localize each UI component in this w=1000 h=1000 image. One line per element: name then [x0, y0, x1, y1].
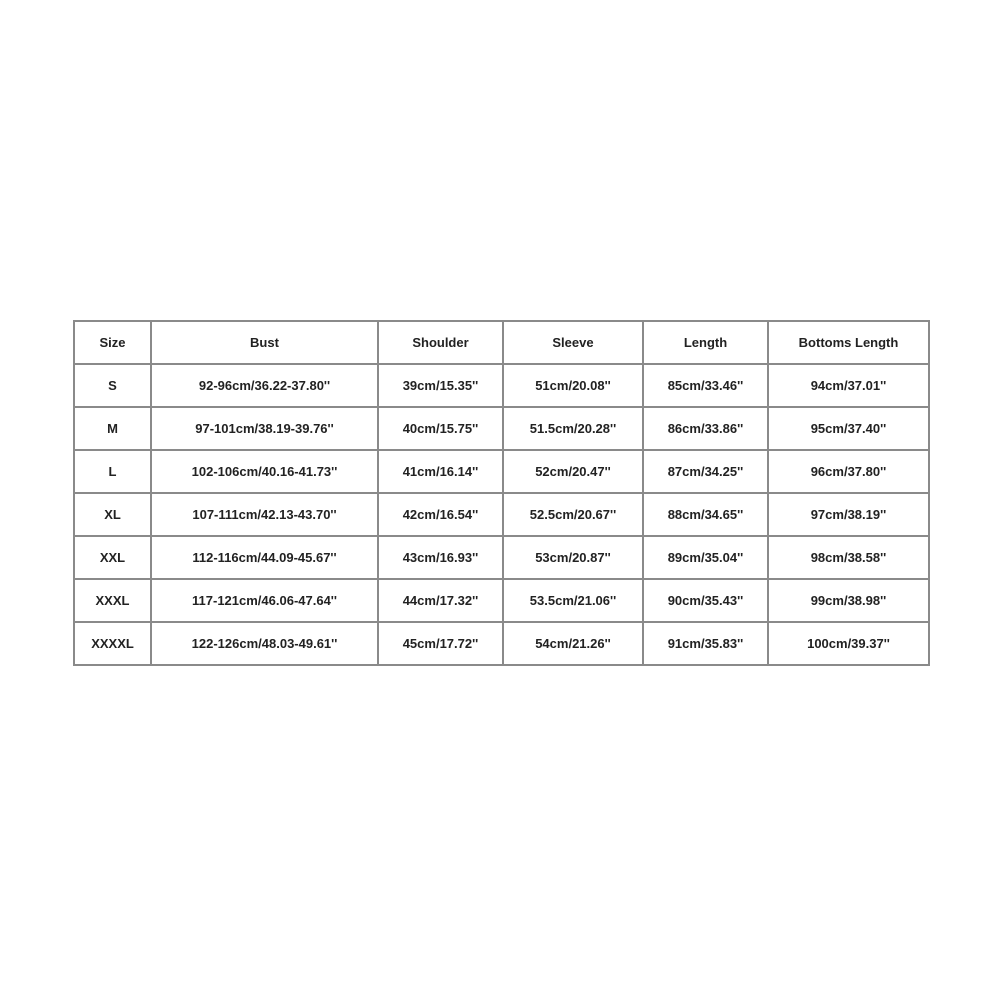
cell-shoulder: 41cm/16.14'' [378, 450, 503, 493]
header-shoulder: Shoulder [378, 321, 503, 364]
table-row [74, 536, 929, 579]
cell-length: 87cm/34.25'' [643, 450, 768, 493]
cell-bottoms-length: 99cm/38.98'' [768, 579, 929, 622]
header-bust: Bust [151, 321, 378, 364]
cell-sleeve: 51cm/20.08'' [503, 364, 643, 407]
cell-sleeve: 52.5cm/20.67'' [503, 493, 643, 536]
cell-length: 85cm/33.46'' [643, 364, 768, 407]
size-chart-table [73, 320, 930, 666]
table-row [74, 450, 929, 493]
cell-shoulder: 44cm/17.32'' [378, 579, 503, 622]
header-sleeve: Sleeve [503, 321, 643, 364]
header-row [74, 321, 929, 364]
table-row [74, 493, 929, 536]
cell-bottoms-length: 96cm/37.80'' [768, 450, 929, 493]
cell-shoulder: 43cm/16.93'' [378, 536, 503, 579]
cell-bottoms-length: 100cm/39.37'' [768, 622, 929, 665]
cell-size: M [74, 407, 151, 450]
cell-length: 90cm/35.43'' [643, 579, 768, 622]
cell-shoulder: 42cm/16.54'' [378, 493, 503, 536]
cell-bust: 102-106cm/40.16-41.73'' [151, 450, 378, 493]
cell-size: XXL [74, 536, 151, 579]
cell-bust: 92-96cm/36.22-37.80'' [151, 364, 378, 407]
cell-sleeve: 52cm/20.47'' [503, 450, 643, 493]
table-header [74, 321, 929, 364]
table-body [74, 364, 929, 665]
cell-sleeve: 51.5cm/20.28'' [503, 407, 643, 450]
cell-size: XXXXL [74, 622, 151, 665]
cell-length: 86cm/33.86'' [643, 407, 768, 450]
table-row [74, 622, 929, 665]
cell-bottoms-length: 97cm/38.19'' [768, 493, 929, 536]
cell-length: 88cm/34.65'' [643, 493, 768, 536]
table-row [74, 364, 929, 407]
cell-sleeve: 54cm/21.26'' [503, 622, 643, 665]
cell-bottoms-length: 98cm/38.58'' [768, 536, 929, 579]
header-length: Length [643, 321, 768, 364]
cell-size: XXXL [74, 579, 151, 622]
cell-bust: 97-101cm/38.19-39.76'' [151, 407, 378, 450]
header-size: Size [74, 321, 151, 364]
cell-size: S [74, 364, 151, 407]
cell-bottoms-length: 94cm/37.01'' [768, 364, 929, 407]
cell-bust: 117-121cm/46.06-47.64'' [151, 579, 378, 622]
cell-sleeve: 53.5cm/21.06'' [503, 579, 643, 622]
cell-shoulder: 39cm/15.35'' [378, 364, 503, 407]
header-bottoms-length: Bottoms Length [768, 321, 929, 364]
cell-bust: 107-111cm/42.13-43.70'' [151, 493, 378, 536]
cell-sleeve: 53cm/20.87'' [503, 536, 643, 579]
table-row [74, 579, 929, 622]
cell-size: XL [74, 493, 151, 536]
cell-shoulder: 40cm/15.75'' [378, 407, 503, 450]
table-row [74, 407, 929, 450]
cell-shoulder: 45cm/17.72'' [378, 622, 503, 665]
cell-bottoms-length: 95cm/37.40'' [768, 407, 929, 450]
cell-length: 91cm/35.83'' [643, 622, 768, 665]
cell-length: 89cm/35.04'' [643, 536, 768, 579]
cell-bust: 112-116cm/44.09-45.67'' [151, 536, 378, 579]
cell-bust: 122-126cm/48.03-49.61'' [151, 622, 378, 665]
cell-size: L [74, 450, 151, 493]
